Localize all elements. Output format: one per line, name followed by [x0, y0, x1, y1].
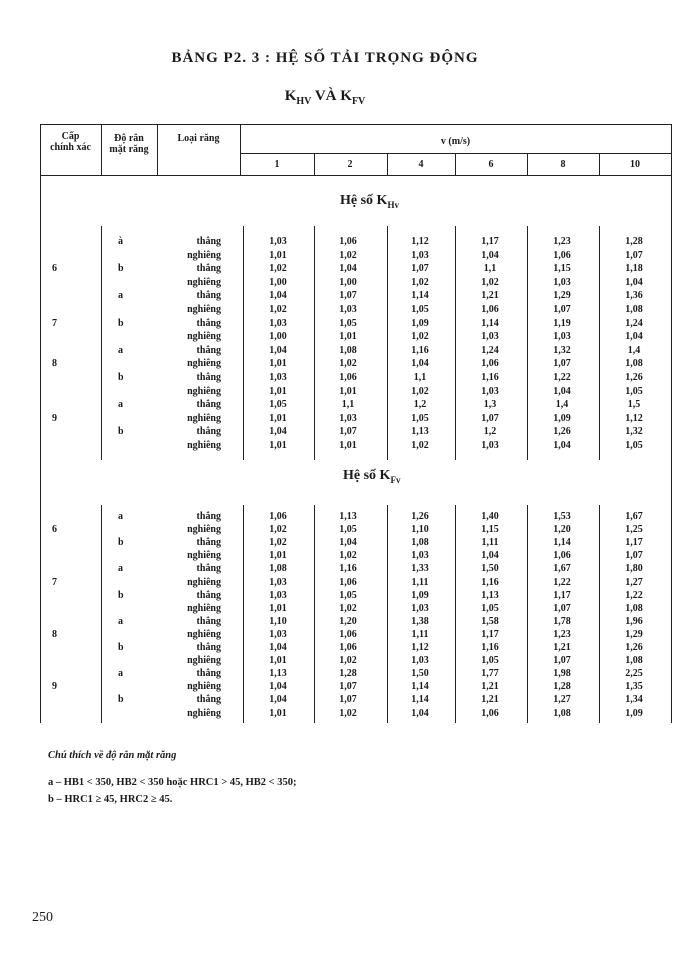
table-cell: 1,06	[339, 628, 357, 640]
table-cell: 1,15	[553, 263, 571, 275]
table-cell: 1,50	[481, 563, 499, 575]
tooth-type: nghiêng	[187, 655, 221, 667]
table-cell: 1,98	[553, 668, 571, 680]
tooth-type: nghiêng	[187, 628, 221, 640]
table-cell: 1,4	[627, 344, 641, 356]
tooth-type: nghiêng	[187, 681, 221, 693]
table-cell: 1,00	[269, 276, 287, 288]
table-cell: 1,10	[269, 615, 287, 627]
table-cell: 1,05	[339, 524, 357, 536]
table-cell: 1,16	[411, 344, 429, 356]
table-cell: 1,96	[625, 615, 643, 627]
table-cell: 1,04	[339, 537, 357, 549]
table-cell: 1,07	[553, 304, 571, 315]
table-cell: 1,35	[625, 681, 643, 693]
table-cell: 1,03	[481, 331, 499, 343]
page-number: 250	[32, 910, 53, 925]
table-cell: 1,02	[339, 358, 357, 370]
table-cell: 1,03	[553, 276, 571, 288]
table-cell: 1,07	[339, 426, 357, 438]
grade-label: 7	[52, 317, 57, 329]
table-cell: 1,29	[625, 628, 643, 640]
hardness-label: a	[118, 668, 123, 680]
table-cell: 1,32	[553, 344, 571, 356]
table-cell: 1,06	[339, 236, 357, 247]
table-cell: 1,03	[411, 249, 429, 261]
grade-label: 8	[52, 628, 57, 640]
table-cell: 1,04	[269, 681, 287, 693]
table-cell: 1,07	[625, 550, 643, 562]
table-cell: 1,06	[553, 550, 571, 562]
table-cell: 1,28	[625, 236, 643, 247]
table-cell: 1,08	[553, 707, 571, 719]
table-cell: 1,27	[625, 576, 643, 588]
table-cell: 1,08	[411, 537, 429, 549]
table-cell: 2,25	[625, 668, 643, 680]
tooth-type: nghiêng	[187, 524, 221, 536]
tooth-type: nghiêng	[187, 707, 221, 719]
table-cell: 1,03	[339, 304, 357, 315]
grade-label: 6	[52, 524, 57, 536]
table-cell: 1,06	[339, 576, 357, 588]
table-cell: 1,77	[481, 668, 499, 680]
table-cell: 1,06	[269, 511, 287, 522]
table-cell: 1,80	[625, 563, 643, 575]
table-cell: 1,25	[625, 524, 643, 536]
table-cell: 1,08	[625, 602, 643, 614]
tooth-type: thẳng	[196, 426, 221, 438]
table-cell: 1,03	[269, 236, 287, 247]
table-cell: 1,19	[553, 317, 571, 329]
table-cell: 1,02	[339, 655, 357, 667]
tooth-type: thẳng	[196, 563, 221, 575]
table-cell: 1,22	[553, 576, 571, 588]
table-cell: 1,05	[625, 440, 643, 451]
table-cell: 1,17	[625, 537, 643, 549]
table-cell: 1,01	[269, 440, 287, 451]
table-cell: 1,07	[411, 263, 429, 275]
table-cell: 1,26	[625, 372, 643, 383]
table-cell: 1,06	[339, 642, 357, 653]
header-cap: Cấp chính xác	[50, 131, 91, 153]
table-cell: 1,03	[269, 628, 287, 640]
table-cell: 1,09	[625, 707, 643, 719]
hardness-label: b	[118, 426, 124, 438]
table-cell: 1,01	[269, 707, 287, 719]
table-cell: 1,53	[553, 511, 571, 522]
table-cell: 1,06	[339, 372, 357, 383]
table-cell: 1,03	[553, 331, 571, 343]
table-cell: 1,67	[553, 563, 571, 575]
table-cell: 1,03	[339, 412, 357, 424]
table-cell: 1,05	[339, 589, 357, 601]
page-subtitle: $K_{HV}$ VÀ $K_{FV}$	[284, 88, 366, 107]
hardness-label: a	[118, 290, 123, 302]
table-cell: 1,06	[481, 304, 499, 315]
table-cell: 1,02	[481, 276, 499, 288]
table-cell: 1,07	[481, 412, 499, 424]
table-cell: 1,02	[269, 304, 287, 315]
hardness-label: b	[118, 263, 124, 275]
table-cell: 1,08	[625, 358, 643, 370]
note-a: a – HB1 < 350, HB2 < 350 hoặc HRC1 > 45, HB2 < 350;	[48, 777, 297, 788]
table-cell: 1,02	[269, 263, 287, 275]
table-cell: 1,3	[483, 399, 497, 411]
table-cell: 1,00	[339, 276, 357, 288]
section-heading-kfv: Hệ số $K_{Fv}$	[343, 468, 401, 485]
tooth-type: nghiêng	[187, 249, 221, 261]
table-cell: 1,06	[553, 249, 571, 261]
table-cell: 1,04	[339, 263, 357, 275]
table-cell: 1,07	[553, 655, 571, 667]
table-cell: 1,07	[553, 602, 571, 614]
hardness-label: a	[118, 344, 123, 356]
tooth-type: thẳng	[196, 615, 221, 627]
table-cell: 1,2	[483, 426, 497, 438]
table-cell: 1,04	[411, 358, 429, 370]
table-cell: 1,14	[411, 694, 429, 706]
tooth-type: thẳng	[196, 399, 221, 411]
table-cell: 1,23	[553, 628, 571, 640]
table-cell: 1,20	[339, 615, 357, 627]
table-cell: 1,17	[481, 628, 499, 640]
table-cell: 1,01	[269, 358, 287, 370]
table-cell: 1,16	[481, 372, 499, 383]
grade-label: 7	[52, 576, 57, 588]
table-cell: 1,21	[553, 642, 571, 653]
table-cell: 1,20	[553, 524, 571, 536]
table-cell: 1,04	[553, 440, 571, 451]
table-cell: 1,11	[411, 628, 429, 640]
table-cell: 1,04	[625, 276, 643, 288]
speed-header-6: 10	[630, 159, 640, 170]
tooth-type: thẳng	[196, 668, 221, 680]
tooth-type: thẳng	[196, 694, 221, 706]
table-cell: 1,09	[553, 412, 571, 424]
header-loai-rang: Loại răng	[177, 133, 220, 144]
table-cell: 1,78	[553, 615, 571, 627]
table-cell: 1,03	[411, 655, 429, 667]
table-cell: 1,02	[411, 385, 429, 397]
table-cell: 1,23	[553, 236, 571, 247]
table-cell: 1,05	[481, 655, 499, 667]
note-b: b – HRC1 ≥ 45, HRC2 ≥ 45.	[48, 794, 173, 805]
table-cell: 1,12	[411, 642, 429, 653]
table-cell: 1,01	[339, 385, 357, 397]
table-cell: 1,07	[339, 290, 357, 302]
speed-header-1: 1	[274, 159, 280, 170]
tooth-type: nghiêng	[187, 602, 221, 614]
table-cell: 1,5	[627, 399, 641, 411]
table-cell: 1,10	[411, 524, 429, 536]
table-cell: 1,4	[555, 399, 569, 411]
tooth-type: thẳng	[196, 344, 221, 356]
table-cell: 1,06	[481, 358, 499, 370]
table-cell: 1,04	[625, 331, 643, 343]
table-cell: 1,38	[411, 615, 429, 627]
table-cell: 1,13	[269, 668, 287, 680]
page-title: BẢNG P2. 3 : HỆ SỐ TẢI TRỌNG ĐỘNG	[171, 50, 479, 66]
speed-header-4: 6	[488, 159, 494, 170]
tooth-type: thẳng	[196, 589, 221, 601]
table-cell: 1,04	[269, 426, 287, 438]
header-v: v (m/s)	[440, 136, 471, 147]
tooth-type: thẳng	[196, 236, 221, 247]
table-cell: 1,04	[269, 642, 287, 653]
table-cell: 1,04	[269, 344, 287, 356]
table-cell: 1,01	[269, 602, 287, 614]
table-cell: 1,24	[481, 344, 499, 356]
table-cell: 1,14	[411, 290, 429, 302]
table-cell: 1,14	[553, 537, 571, 549]
table-cell: 1,01	[269, 655, 287, 667]
hardness-label: à	[118, 236, 123, 247]
table-cell: 1,28	[339, 668, 357, 680]
table-cell: 1,07	[339, 694, 357, 706]
table-cell: 1,13	[339, 511, 357, 522]
table-cell: 1,02	[411, 276, 429, 288]
section-heading-khv: Hệ số $K_{Hv}$	[340, 193, 399, 210]
table-cell: 1,34	[625, 694, 643, 706]
tooth-type: nghiêng	[187, 412, 221, 424]
table-cell: 1,08	[625, 655, 643, 667]
table-cell: 1,02	[339, 550, 357, 562]
tooth-type: nghiêng	[187, 276, 221, 288]
tooth-type: nghiêng	[187, 385, 221, 397]
table-cell: 1,12	[625, 412, 643, 424]
table-cell: 1,01	[269, 249, 287, 261]
speed-header-3: 4	[418, 159, 424, 170]
hardness-label: b	[118, 537, 124, 549]
grade-label: 8	[52, 358, 57, 370]
hardness-label: b	[118, 372, 124, 383]
table-cell: 1,17	[553, 589, 571, 601]
table-cell: 1,27	[553, 694, 571, 706]
table-cell: 1,13	[411, 426, 429, 438]
hardness-label: b	[118, 694, 124, 706]
table-cell: 1,04	[269, 290, 287, 302]
table-cell: 1,02	[339, 602, 357, 614]
table-cell: 1,1	[413, 372, 427, 383]
table-cell: 1,01	[339, 440, 357, 451]
hardness-label: a	[118, 615, 123, 627]
table-cell: 1,05	[625, 385, 643, 397]
table-cell: 1,05	[411, 304, 429, 315]
table-cell: 1,02	[411, 440, 429, 451]
table-cell: 1,13	[481, 589, 499, 601]
table-cell: 1,05	[481, 602, 499, 614]
table-cell: 1,22	[553, 372, 571, 383]
table-cell: 1,24	[625, 317, 643, 329]
hardness-label: a	[118, 563, 123, 575]
hardness-label: b	[118, 642, 124, 653]
table-cell: 1,28	[553, 681, 571, 693]
tooth-type: thẳng	[196, 263, 221, 275]
table-cell: 1,03	[481, 385, 499, 397]
table-cell: 1,05	[339, 317, 357, 329]
table-cell: 1,26	[411, 511, 429, 522]
table-cell: 1,40	[481, 511, 499, 522]
tooth-type: thẳng	[196, 372, 221, 383]
speed-header-2: 2	[347, 159, 353, 170]
hardness-label: a	[118, 511, 123, 522]
hardness-label: b	[118, 589, 124, 601]
table-cell: 1,03	[269, 576, 287, 588]
tooth-type: thẳng	[196, 537, 221, 549]
table-cell: 1,03	[269, 317, 287, 329]
hardness-label: b	[118, 317, 124, 329]
table-cell: 1,02	[269, 524, 287, 536]
tooth-type: nghiêng	[187, 440, 221, 451]
table-cell: 1,2	[413, 399, 427, 411]
table-cell: 1,02	[339, 249, 357, 261]
table-cell: 1,36	[625, 290, 643, 302]
tooth-type: nghiêng	[187, 550, 221, 562]
table-cell: 1,58	[481, 615, 499, 627]
tooth-type: nghiêng	[187, 304, 221, 315]
table-cell: 1,26	[553, 426, 571, 438]
tooth-type: nghiêng	[187, 331, 221, 343]
table-cell: 1,17	[481, 236, 499, 247]
table-cell: 1,03	[411, 602, 429, 614]
table-cell: 1,02	[339, 707, 357, 719]
table-cell: 1,07	[553, 358, 571, 370]
table-cell: 1,08	[339, 344, 357, 356]
notes-heading: Chú thích về độ rắn mặt răng	[48, 750, 177, 761]
table-cell: 1,04	[553, 385, 571, 397]
table-cell: 1,03	[269, 372, 287, 383]
table-cell: 1,1	[483, 263, 497, 275]
table-cell: 1,00	[269, 331, 287, 343]
table-cell: 1,32	[625, 426, 643, 438]
tooth-type: thẳng	[196, 511, 221, 522]
table-cell: 1,15	[481, 524, 499, 536]
table-cell: 1,01	[269, 385, 287, 397]
table-cell: 1,21	[481, 290, 499, 302]
table-cell: 1,09	[411, 317, 429, 329]
table-cell: 1,07	[339, 681, 357, 693]
table-cell: 1,21	[481, 681, 499, 693]
table-cell: 1,67	[625, 511, 643, 522]
tooth-type: nghiêng	[187, 576, 221, 588]
table-cell: 1,04	[269, 694, 287, 706]
tooth-type: thẳng	[196, 642, 221, 653]
table-cell: 1,04	[411, 707, 429, 719]
table-cell: 1,01	[269, 550, 287, 562]
tooth-type: nghiêng	[187, 358, 221, 370]
table-cell: 1,29	[553, 290, 571, 302]
table-cell: 1,07	[625, 249, 643, 261]
table-cell: 1,08	[269, 563, 287, 575]
tooth-type: thẳng	[196, 317, 221, 329]
table-cell: 1,01	[269, 412, 287, 424]
table-cell: 1,33	[411, 563, 429, 575]
header-do-ran: Độ rắn mặt răng	[109, 133, 149, 155]
table-cell: 1,26	[625, 642, 643, 653]
hardness-label: a	[118, 399, 123, 411]
table-cell: 1,16	[481, 642, 499, 653]
table-cell: 1,05	[269, 399, 287, 411]
table-cell: 1,04	[481, 249, 499, 261]
grade-label: 9	[52, 681, 57, 693]
table-cell: 1,01	[339, 331, 357, 343]
speed-header-5: 8	[560, 159, 566, 170]
table-cell: 1,1	[341, 399, 355, 411]
table-cell: 1,03	[269, 589, 287, 601]
tooth-type: thẳng	[196, 290, 221, 302]
table-cell: 1,09	[411, 589, 429, 601]
table-cell: 1,04	[481, 550, 499, 562]
table-cell: 1,02	[411, 331, 429, 343]
table-cell: 1,18	[625, 263, 643, 275]
table-cell: 1,21	[481, 694, 499, 706]
grade-label: 6	[52, 263, 57, 275]
grade-label: 9	[52, 412, 57, 424]
table-cell: 1,11	[481, 537, 499, 549]
table-cell: 1,14	[481, 317, 499, 329]
table-cell: 1,12	[411, 236, 429, 247]
table-cell: 1,03	[411, 550, 429, 562]
table-cell: 1,06	[481, 707, 499, 719]
table-cell: 1,05	[411, 412, 429, 424]
table-cell: 1,50	[411, 668, 429, 680]
table-cell: 1,02	[269, 537, 287, 549]
table-cell: 1,14	[411, 681, 429, 693]
table-cell: 1,16	[339, 563, 357, 575]
table-cell: 1,08	[625, 304, 643, 315]
table-cell: 1,22	[625, 589, 643, 601]
table-cell: 1,03	[481, 440, 499, 451]
table-cell: 1,16	[481, 576, 499, 588]
table-cell: 1,11	[411, 576, 429, 588]
